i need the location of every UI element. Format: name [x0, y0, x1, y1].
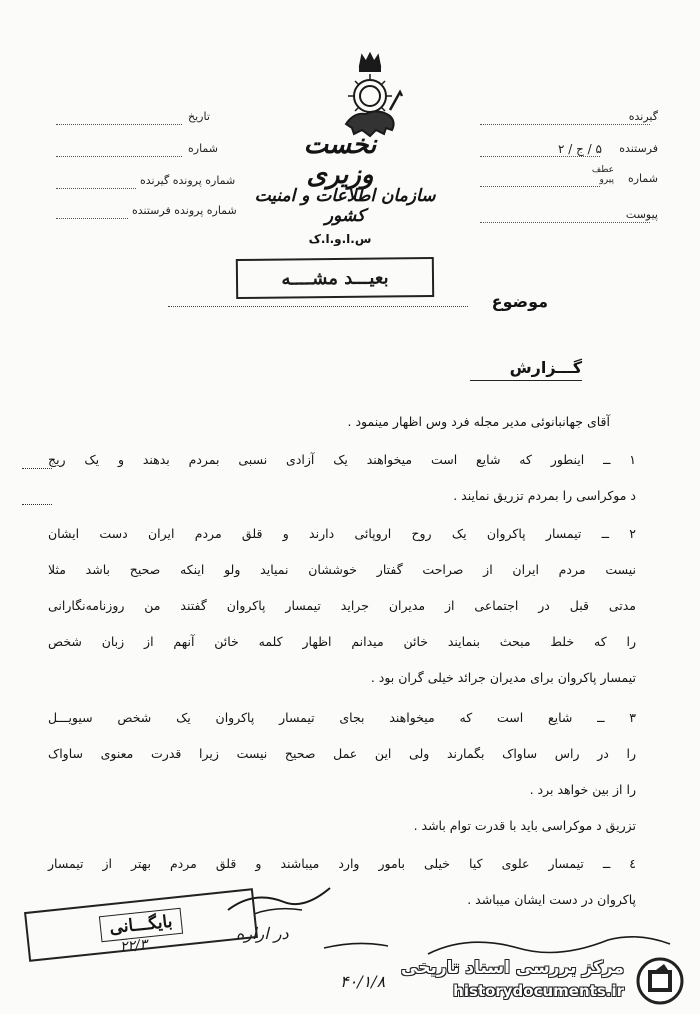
archive-stamp-text: بایگـــانی — [99, 908, 182, 942]
sender-value: ۵ / ج / ۲ — [558, 142, 602, 156]
attachment-line — [480, 222, 650, 223]
body-p3-line1: ۳ ــ شایع است که میخواهند بجای تیمسار پاکروان یک شخص سیویـــل — [48, 710, 636, 725]
body-p4-line2: پاکروان در دست ایشان میباشد . — [467, 892, 636, 907]
archive-note: ۲۲/۳ — [119, 936, 149, 956]
body-p2-line4: را که خلط مبحث بنمایند خائن میدانم اظهار کلمه خائن آنهم از زبان شخص — [48, 634, 636, 649]
recipient-file-line — [56, 188, 136, 189]
org-subtitle: سازمان اطلاعات و امنیت کشور — [254, 186, 436, 226]
watermark-text-fa: مرکز بررسی اسناد تاریخی — [401, 958, 624, 978]
number-line-left — [56, 156, 182, 157]
number-line-right — [480, 186, 600, 187]
subject-label: موضوع — [491, 292, 548, 311]
report-title-underline — [470, 380, 582, 381]
recipient-label: گیرنده — [628, 110, 658, 123]
sender-file-label: شماره پرونده فرستنده — [132, 204, 237, 217]
number-label-right: شماره — [627, 172, 658, 185]
number-value-right: عطف پیرو — [591, 165, 614, 185]
recipient-line — [480, 124, 650, 125]
body-p2-line5: تیمسار پاکروان برای مدیران جرائد خیلی گران بود . — [370, 670, 636, 685]
sender-file-line — [56, 218, 128, 219]
date-label: تاریخ — [188, 110, 210, 123]
watermark-logo-icon — [634, 956, 686, 1006]
body-p3-line3: را از بین خواهد برد . — [529, 782, 636, 797]
sender-line — [480, 156, 600, 157]
subject-line — [168, 306, 468, 307]
classification-stamp-text: بعیـــد مشــــه — [281, 266, 389, 290]
body-p1-line2: د موکراسی را بمردم تزریق نمایند . — [453, 488, 636, 503]
body-p1-line1: ۱ ــ اینطور که شایع است میخواهند یک آزادی نسبی بمردم بدهند و یک ریج — [48, 452, 636, 467]
body-p2-line1: ۲ ــ تیمسار پاکروان یک روح اروپائی دارند و قلق مردم ایران دست ایشان — [48, 526, 636, 541]
body-p3-line2: را در راس ساواک بگمارند ولی این عمل صحیح نیست زیرا قدرت معنوی ساواک — [48, 746, 636, 761]
handwritten-note: در اراره — [236, 924, 289, 943]
report-title: گـــزارش — [509, 358, 582, 377]
margin-mark — [22, 468, 52, 469]
handwritten-date: ۴۰/۱/۸ — [340, 972, 386, 991]
watermark — [401, 956, 686, 1006]
classification-stamp — [236, 257, 434, 299]
org-code: س.ا.و.ا.ک — [308, 232, 372, 246]
sender-label: فرستنده — [619, 142, 658, 155]
date-line — [56, 124, 182, 125]
attachment-label: پیوست — [625, 208, 658, 221]
watermark-text-en: historydocuments.ir — [453, 982, 624, 1000]
recipient-file-label: شماره پرونده گیرنده — [140, 174, 236, 187]
body-intro: آقای جهانبانوئی مدیر مجله فرد وس اظهار مینمود . — [347, 414, 610, 429]
body-p2-line2: نیست مردم ایران از صراحت گفتار خوششان نمیاید ولو اینکه صحیح باشد مثلا — [48, 562, 636, 577]
lion-and-sun-emblem-icon — [330, 52, 410, 142]
number-label-left: شماره — [188, 142, 219, 155]
org-title: نخست وزیری — [303, 130, 377, 190]
body-p4-line1: ٤ ــ تیمسار علوی کیا خیلی بامور وارد میباشند و قلق مردم بهتر از تیمسار — [48, 856, 636, 871]
body-p3-line4: تزریق د موکراسی باید با قدرت توام باشد . — [413, 818, 636, 833]
body-p2-line3: مدتی قبل در اجتماعی از مدیران جراید تیمسار پاکروان گفتند من روزنامه‌نگارانی — [48, 598, 636, 613]
margin-mark — [22, 504, 52, 505]
